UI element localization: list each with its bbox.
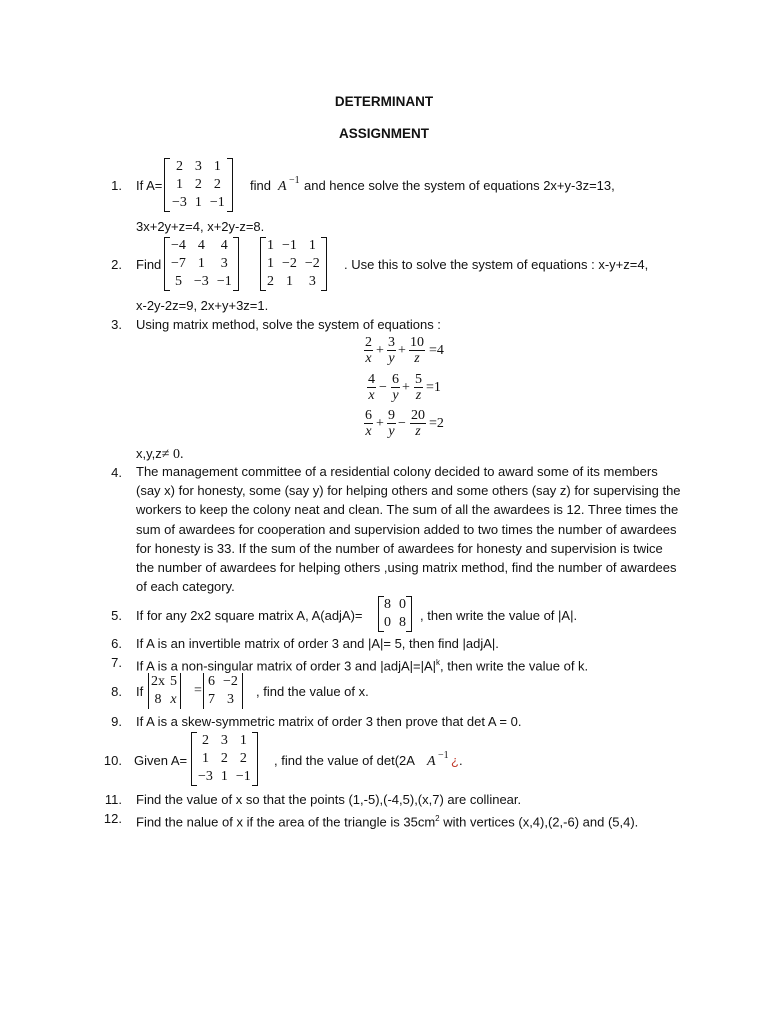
matrix-cell: −3 <box>198 769 213 784</box>
q10-a-symbol: A <box>427 754 436 769</box>
matrix-cell: −1 <box>282 238 297 253</box>
q4-text: The management committee of a residential colony decided to award some of its members (say x) for honesty, some (say y) for helping others and some others (say z) for supervising the workers to keep the colony neat and clean. The sum of all the awardees is 12. Three times the sum of awardees for cooperation and supervision added to two times the number of awardees for honesty is 33. If the sum of the number of awardees for honesty and supervision is twice the number of awardees for helping others ,using matrix method, find the number of awardees of each category. <box>136 464 681 595</box>
q3-eq2-frac2: $\frac{6}{y}$ <box>392 372 399 403</box>
q5-pre: If for any 2x2 square matrix A, A(adjA)= <box>136 608 363 623</box>
q8-equals: = <box>194 683 202 698</box>
matrix-cell: 3 <box>220 733 228 748</box>
q3-eq1-op1: + <box>376 343 384 358</box>
q7-text: If A is a non-singular matrix of order 3 and $|adjA|=|A|^k$, then write the value of k. <box>136 658 589 674</box>
q2-pre: Find <box>136 257 162 272</box>
q1-matrix <box>164 158 233 212</box>
q11-number: 11. <box>104 792 122 807</box>
q3-text: Using matrix method, solve the system of equations : <box>136 317 441 332</box>
q3-eq1-frac3: $\frac{10}{z}$ <box>410 335 424 366</box>
q10-number: 10. <box>103 753 122 768</box>
q10-inverted-question-glyph: ¿ <box>451 753 459 768</box>
q9-number: 9. <box>111 714 122 729</box>
matrix-cell: 3 <box>226 692 234 707</box>
matrix-cell: 2 <box>220 751 228 766</box>
matrix-cell: 2 <box>267 274 274 289</box>
matrix-cell: 4 <box>220 238 228 253</box>
matrix-cell: −3 <box>172 195 187 210</box>
q7-number: 7. <box>111 655 122 670</box>
matrix-cell: 1 <box>267 238 274 253</box>
q1-find: find <box>250 178 271 193</box>
q11-text: Find the value of x so that the points (1,-5),(-4,5),(x,7) are collinear. <box>136 792 522 807</box>
q4-number: 4. <box>111 465 122 480</box>
q3-eq3-rhs: =2 <box>429 416 444 431</box>
q2-matrix-a <box>164 237 239 291</box>
matrix-cell: 1 <box>213 159 221 174</box>
q3-eq3-frac1: $\frac{6}{x}$ <box>365 408 372 439</box>
q5-number: 5. <box>111 608 122 623</box>
q8-pre: If <box>136 684 144 699</box>
matrix-cell: 2 <box>194 177 202 192</box>
q1-text-line2: 3x+2y+z=4, x+2y-z=8. <box>136 219 265 234</box>
matrix-cell: 6 <box>208 674 215 689</box>
matrix-cell: −1 <box>209 195 225 210</box>
q2-text-line2: x-2y-2z=9, 2x+y+3z=1. <box>136 298 269 313</box>
matrix-cell: 4 <box>197 238 205 253</box>
q3-eq3-frac2: $\frac{9}{y}$ <box>388 408 395 439</box>
matrix-cell: 2 <box>175 159 183 174</box>
matrix-cell: 3 <box>194 159 202 174</box>
q3-eq2-op1: − <box>379 380 387 395</box>
matrix-cell: 1 <box>267 256 274 271</box>
matrix-cell: 1 <box>239 733 247 748</box>
q12-text: Find the nalue of x if the area of the triangle is $35cm^2$ with vertices (x,4),(2,-6) and (5,4). <box>136 814 639 830</box>
q2-number: 2. <box>111 257 122 272</box>
matrix-cell: 1 <box>197 256 205 271</box>
matrix-cell: 7 <box>208 692 215 707</box>
matrix-cell: 0 <box>384 615 391 630</box>
q3-eq3-op1: + <box>376 416 384 431</box>
q5-text: , then write the value of |A|. <box>420 608 578 623</box>
q9-text: If A is a skew-symmetric matrix of order 3 then prove that det A = 0. <box>136 714 522 729</box>
q1-text: and hence solve the system of equations 2x+y-3z=13, <box>304 178 615 193</box>
matrix-cell: −1 <box>216 274 232 289</box>
matrix-cell: 1 <box>201 751 209 766</box>
matrix-cell: 8 <box>154 692 162 707</box>
matrix-cell: 5 <box>170 674 177 689</box>
matrix-cell: 1 <box>308 238 316 253</box>
q3-eq2-rhs: =1 <box>426 380 441 395</box>
q3-eq3-frac3: $\frac{20}{z}$ <box>411 408 425 439</box>
matrix-cell: 2 <box>213 177 221 192</box>
q12-number: 12. <box>103 811 122 826</box>
q3-eq3-op2: − <box>398 416 406 431</box>
page-subtitle: ASSIGNMENT <box>338 126 429 141</box>
matrix-cell: 1 <box>175 177 183 192</box>
page-title: DETERMINANT <box>334 94 434 109</box>
q10-period: . <box>459 753 463 768</box>
matrix-cell: −2 <box>304 256 320 271</box>
matrix-cell: −1 <box>235 769 251 784</box>
matrix-cell: 1 <box>220 769 228 784</box>
q8-text: , find the value of x. <box>256 684 369 699</box>
matrix-cell: −3 <box>193 274 209 289</box>
q1-a-symbol: A <box>278 179 287 194</box>
q3-eq1-frac2: $\frac{3}{y}$ <box>388 335 395 366</box>
q3-eq2-frac3: $\frac{5}{z}$ <box>415 372 422 403</box>
q3-eq2-op2: + <box>402 380 410 395</box>
matrix-cell: −4 <box>171 238 186 253</box>
q10-text: , find the value of det(2A <box>274 753 415 768</box>
q1-pre: If A= <box>136 178 163 193</box>
matrix-cell: 3 <box>220 256 228 271</box>
matrix-cell: −2 <box>223 674 238 689</box>
q1-number: 1. <box>111 178 122 193</box>
q2-matrix-b <box>260 237 327 291</box>
q1-a-superscript: −1 <box>289 175 300 186</box>
q6-text: If A is an invertible matrix of order 3 and |A|= 5, then find |adjA|. <box>136 636 499 651</box>
q10-pre: Given A= <box>134 753 188 768</box>
q2-text: . Use this to solve the system of equations : x-y+z=4, <box>344 257 649 272</box>
q3-number: 3. <box>111 317 122 332</box>
matrix-cell: 5 <box>174 274 182 289</box>
q3-eq2-frac1: $\frac{4}{x}$ <box>368 372 375 403</box>
q3-eq1-op2: + <box>398 343 406 358</box>
q8-number: 8. <box>111 684 122 699</box>
q6-number: 6. <box>111 636 122 651</box>
matrix-cell: 1 <box>194 195 202 210</box>
q3-condition: x,y,z≠ 0. <box>136 446 184 462</box>
matrix-cell: x <box>170 692 177 707</box>
matrix-cell: −2 <box>282 256 297 271</box>
matrix-cell: 8 <box>384 597 391 612</box>
q10-a-superscript: −1 <box>438 750 449 761</box>
matrix-cell: 1 <box>285 274 293 289</box>
matrix-cell: 2 <box>201 733 209 748</box>
matrix-cell: 2 <box>239 751 247 766</box>
q10-matrix <box>191 732 258 786</box>
q8-determinant-b <box>203 673 243 709</box>
matrix-cell: 8 <box>399 615 406 630</box>
matrix-cell: −7 <box>171 256 186 271</box>
matrix-cell: 2x <box>151 674 165 689</box>
q3-eq1-frac1: $\frac{2}{x}$ <box>365 335 372 366</box>
matrix-cell: 3 <box>308 274 316 289</box>
matrix-cell: 0 <box>399 597 406 612</box>
q3-eq1-rhs: =4 <box>429 343 444 358</box>
q8-determinant-a <box>148 673 181 709</box>
q5-matrix <box>378 596 412 632</box>
